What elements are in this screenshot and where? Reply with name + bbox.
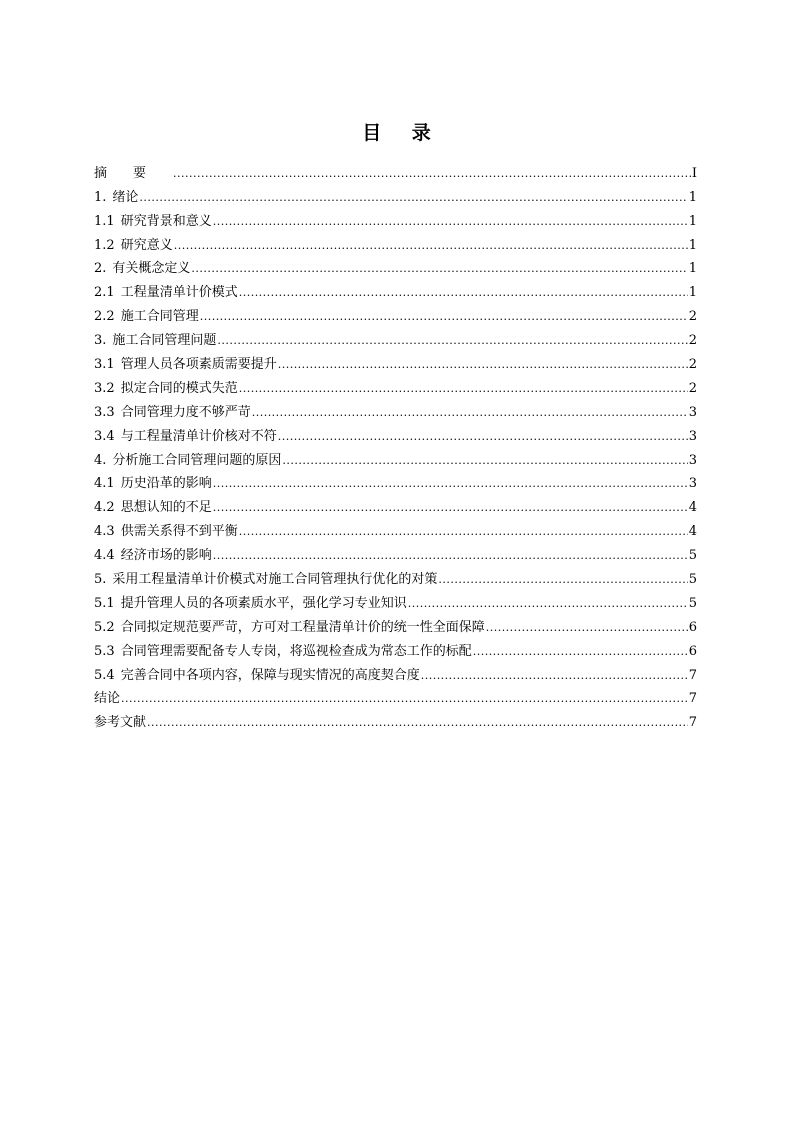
toc-entry-number: 4.1 — [94, 476, 115, 492]
toc-entry-page: I — [691, 165, 697, 181]
toc-entry-title: 施工合同管理 — [120, 309, 199, 325]
toc-entry-title: 拟定合同的模式失范 — [120, 380, 238, 396]
toc-entry-page: 2 — [688, 309, 697, 325]
toc-entry-page: 3 — [688, 476, 697, 492]
toc-entry-page: 1 — [688, 285, 697, 301]
toc-dot-leader — [282, 452, 687, 470]
toc-entry-title: 合同管理需要配备专人专岗，将巡视检查成为常态工作的标配 — [120, 643, 472, 659]
toc-entry-page: 1 — [688, 213, 697, 229]
toc-entry-number: 2. — [94, 261, 107, 277]
toc-entry[interactable] — [94, 541, 697, 565]
toc-dot-leader — [121, 690, 688, 708]
toc-entry[interactable] — [94, 374, 697, 398]
toc-list — [94, 159, 697, 732]
toc-entry-title: 完善合同中各项内容，保障与现实情况的高度契合度 — [120, 667, 420, 683]
toc-dot-leader — [139, 189, 687, 207]
toc-entry-page: 1 — [688, 189, 697, 205]
toc-entry[interactable] — [94, 613, 697, 637]
toc-entry[interactable] — [94, 231, 697, 255]
toc-entry-number: 4.4 — [94, 548, 115, 564]
toc-entry-page: 4 — [688, 500, 697, 516]
toc-dot-leader — [191, 260, 687, 278]
toc-entry-title: 提升管理人员的各项素质水平，强化学习专业知识 — [120, 595, 407, 611]
toc-dot-leader — [486, 619, 688, 637]
toc-dot-leader — [438, 571, 687, 589]
toc-entry-page: 6 — [688, 619, 697, 635]
toc-entry-title: 管理人员各项素质需要提升 — [120, 357, 277, 373]
toc-entry[interactable] — [94, 278, 697, 302]
toc-entry-page: 3 — [688, 428, 697, 444]
toc-entry-title: 供需关系得不到平衡 — [120, 524, 238, 540]
toc-entry[interactable] — [94, 326, 697, 350]
toc-dot-leader — [217, 332, 687, 350]
toc-entry-number: 5.3 — [94, 643, 115, 659]
toc-entry-title: 合同管理力度不够严苛 — [120, 404, 251, 420]
toc-entry[interactable] — [94, 183, 697, 207]
toc-entry-number: 3.1 — [94, 357, 115, 373]
toc-entry-number: 1.2 — [94, 237, 115, 253]
toc-entry[interactable] — [94, 565, 697, 589]
toc-entry-title: 工程量清单计价模式 — [120, 285, 238, 301]
toc-entry-page: 7 — [688, 715, 697, 731]
toc-dot-leader — [213, 499, 688, 517]
toc-entry[interactable] — [94, 422, 697, 446]
toc-entry[interactable] — [94, 302, 697, 326]
toc-dot-leader — [239, 380, 688, 398]
toc-dot-leader — [200, 308, 688, 326]
toc-dot-leader — [239, 284, 688, 302]
toc-entry[interactable] — [94, 207, 697, 231]
toc-dot-leader — [173, 165, 691, 183]
toc-entry-number: 5.4 — [94, 667, 115, 683]
toc-dot-leader — [278, 356, 688, 374]
toc-entry-title: 经济市场的影响 — [120, 548, 212, 564]
toc-dot-leader — [147, 714, 688, 732]
toc-entry-number: 3.4 — [94, 428, 115, 444]
toc-entry-number: 5. — [94, 572, 107, 588]
toc-entry-page: 1 — [688, 261, 697, 277]
toc-entry-page: 7 — [688, 667, 697, 683]
toc-dot-leader — [213, 213, 688, 231]
toc-entry-title: 历史沿革的影响 — [120, 476, 212, 492]
toc-entry-title: 摘要 — [94, 165, 173, 181]
toc-entry-page: 3 — [688, 404, 697, 420]
toc-entry-number: 3.2 — [94, 380, 115, 396]
toc-dot-leader — [278, 428, 688, 446]
toc-entry[interactable] — [94, 255, 697, 279]
toc-entry-number: 5.2 — [94, 619, 115, 635]
toc-entry-number: 3. — [94, 333, 107, 349]
toc-dot-leader — [252, 404, 688, 422]
toc-entry-number: 2.1 — [94, 285, 115, 301]
toc-entry-title: 采用工程量清单计价模式对施工合同管理执行优化的对策 — [112, 572, 438, 588]
toc-entry[interactable] — [94, 398, 697, 422]
toc-entry[interactable] — [94, 517, 697, 541]
toc-entry-title: 绪论 — [112, 189, 139, 205]
toc-entry-page: 5 — [688, 595, 697, 611]
toc-entry[interactable] — [94, 685, 697, 709]
toc-entry-page: 3 — [688, 452, 697, 468]
toc-entry[interactable] — [94, 350, 697, 374]
toc-entry-title: 合同拟定规范要严苛，方可对工程量清单计价的统一性全面保障 — [120, 619, 485, 635]
toc-entry[interactable] — [94, 493, 697, 517]
toc-entry-title: 研究背景和意义 — [120, 213, 212, 229]
toc-entry-number: 2.2 — [94, 309, 115, 325]
toc-dot-leader — [473, 643, 688, 661]
toc-entry-page: 5 — [688, 548, 697, 564]
toc-dot-leader — [174, 237, 688, 255]
toc-entry[interactable] — [94, 159, 697, 183]
toc-entry[interactable] — [94, 446, 697, 470]
toc-dot-leader — [408, 595, 688, 613]
toc-entry-title: 有关概念定义 — [112, 261, 191, 277]
toc-entry-number: 5.1 — [94, 595, 115, 611]
toc-entry-title: 思想认知的不足 — [120, 500, 212, 516]
toc-entry-page: 2 — [688, 333, 697, 349]
toc-dot-leader — [421, 667, 688, 685]
toc-entry[interactable] — [94, 661, 697, 685]
toc-entry-page: 6 — [688, 643, 697, 659]
toc-entry-number: 4.3 — [94, 524, 115, 540]
toc-entry-title: 参考文献 — [94, 715, 147, 731]
toc-entry-page: 2 — [688, 357, 697, 373]
toc-entry-title: 分析施工合同管理问题的原因 — [112, 452, 282, 468]
toc-entry-page: 4 — [688, 524, 697, 540]
toc-dot-leader — [213, 547, 688, 565]
toc-entry-title: 与工程量清单计价核对不符 — [120, 428, 277, 444]
toc-entry[interactable] — [94, 470, 697, 494]
toc-entry-title: 研究意义 — [120, 237, 173, 253]
toc-title: 目 录 — [362, 122, 443, 144]
toc-entry-number: 3.3 — [94, 404, 115, 420]
toc-entry[interactable] — [94, 589, 697, 613]
toc-entry[interactable] — [94, 708, 697, 732]
toc-entry-page: 7 — [688, 691, 697, 707]
toc-entry[interactable] — [94, 637, 697, 661]
toc-entry-number: 1. — [94, 189, 107, 205]
toc-dot-leader — [213, 475, 688, 493]
toc-entry-number: 1.1 — [94, 213, 115, 229]
toc-entry-page: 1 — [688, 237, 697, 253]
toc-entry-page: 5 — [688, 572, 697, 588]
toc-entry-page: 2 — [688, 380, 697, 396]
toc-dot-leader — [239, 523, 688, 541]
toc-entry-title: 结论 — [94, 691, 121, 707]
toc-entry-number: 4.2 — [94, 500, 115, 516]
toc-entry-number: 4. — [94, 452, 107, 468]
toc-entry-title: 施工合同管理问题 — [112, 333, 217, 349]
